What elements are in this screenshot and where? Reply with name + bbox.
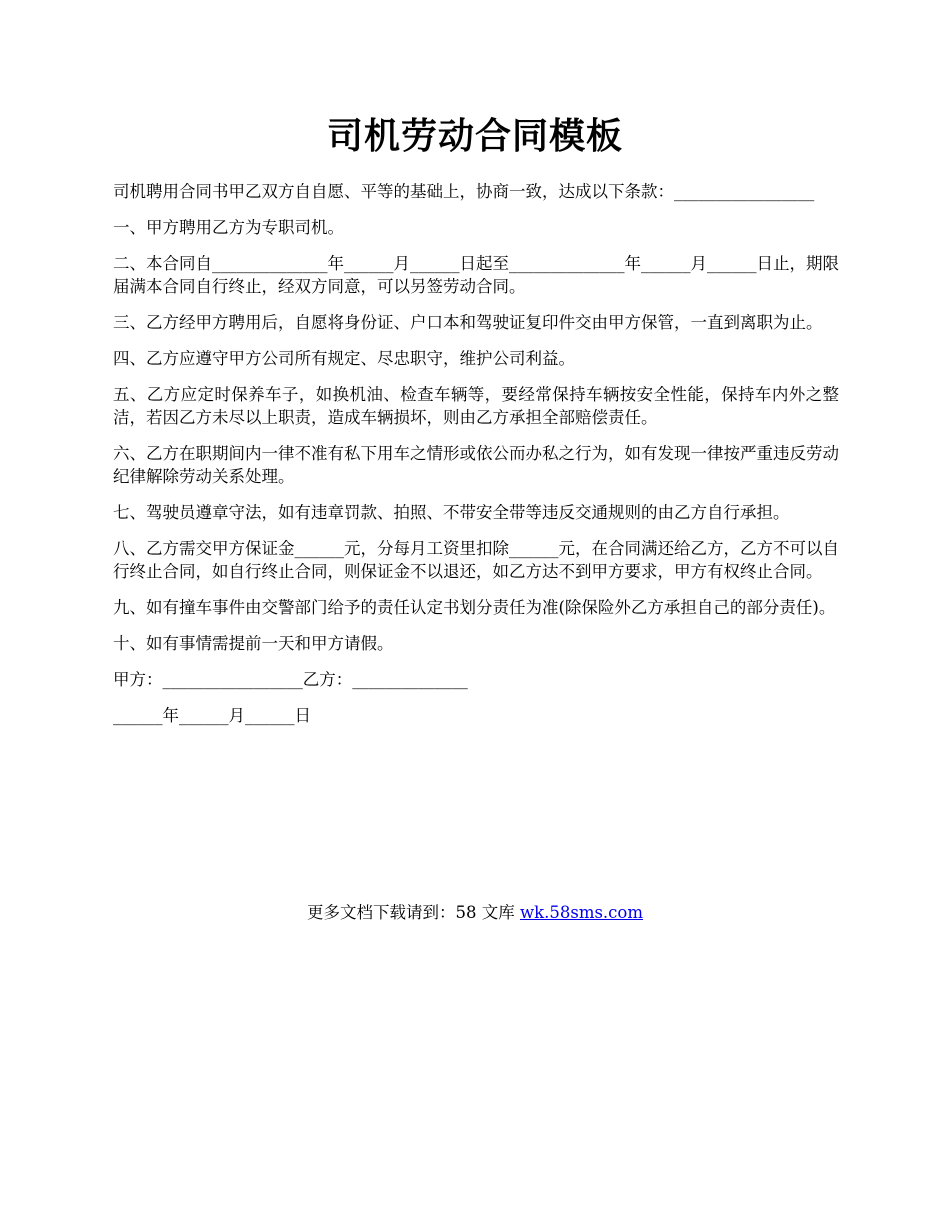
clause-3: 三、乙方经甲方聘用后，自愿将身份证、户口本和驾驶证复印件交由甲方保管，一直到离职为止。: [113, 313, 823, 332]
clause-8: 八、乙方需交甲方保证金______元，分每月工资里扣除______元，在合同满还给乙方，乙方不可以自行终止合同，如自行终止合同，则保证金不以退还，如乙方达不到甲方要求，甲方有权终止合同。: [113, 539, 839, 581]
clause-10: 十、如有事情需提前一天和甲方请假。: [113, 634, 394, 653]
contract-body: [113, 180, 839, 740]
clause-9: 九、如有撞车事件由交警部门给予的责任认定书划分责任为准(除保险外乙方承担自己的部分责任)。: [113, 598, 836, 617]
document-title: 司机劳动合同模板: [326, 115, 623, 157]
download-footer: [0, 901, 950, 924]
clause-7: 七、驾驶员遵章守法，如有违章罚款、拍照、不带安全带等违反交通规则的由乙方自行承担。: [113, 503, 790, 522]
clause-1: 一、甲方聘用乙方为专职司机。: [113, 218, 344, 237]
clause-5: 五、乙方应定时保养车子，如换机油、检查车辆等，要经常保持车辆按安全性能，保持车内外之整洁，若因乙方未尽以上职责，造成车辆损坏，则由乙方承担全部赔偿责任。: [113, 385, 839, 427]
date-line: ______年______月______日: [113, 706, 311, 725]
footer-link[interactable]: wk.58sms.com: [519, 903, 643, 922]
clause-4: 四、乙方应遵守甲方公司所有规定、尽忠职守，维护公司利益。: [113, 349, 575, 368]
clause-6: 六、乙方在职期间内一律不准有私下用车之情形或依公而办私之行为，如有发现一律按严重违反劳动纪律解除劳动关系处理。: [113, 444, 839, 486]
clause-2: 二、本合同自______________年______月______日起至______________年______月______日止，期限届满本合同自行终止，经双方同意，可以另签劳动合同。: [113, 254, 839, 296]
intro-paragraph: 司机聘用合同书甲乙双方自自愿、平等的基础上，协商一致，达成以下条款：_________________: [113, 182, 815, 201]
footer-text: 更多文档下载请到：58 文库: [306, 903, 520, 922]
signature-line: 甲方：_________________乙方：______________: [113, 670, 468, 689]
